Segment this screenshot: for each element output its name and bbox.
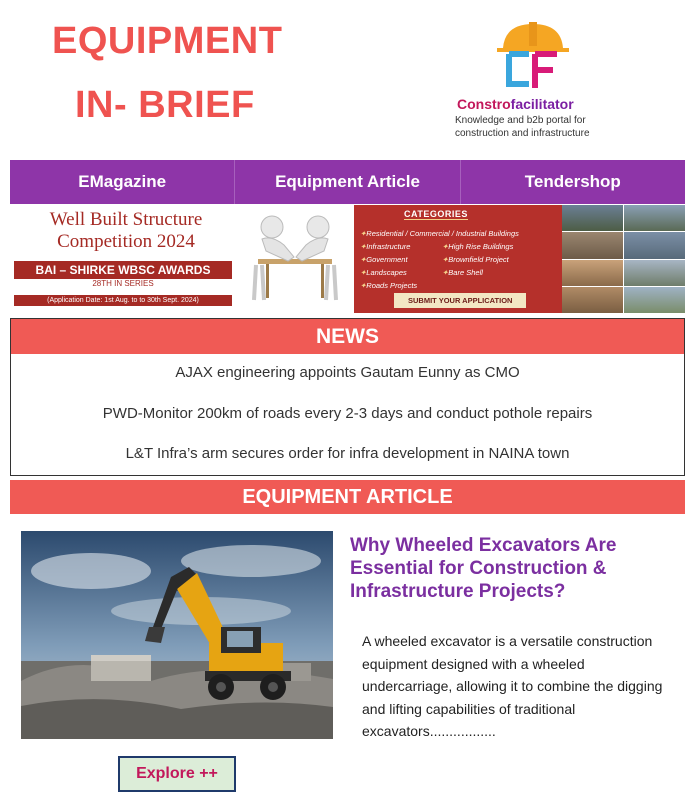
news-item[interactable]: L&T Infra’s arm secures order for infra development in NAINA town xyxy=(125,445,570,462)
banner-categories xyxy=(354,205,562,313)
logo-tagline xyxy=(455,114,590,140)
banner-date: (Application Date: 1st Aug. to to 30th Sept. 2024) xyxy=(14,295,232,306)
wheeled-excavator-image[interactable] xyxy=(21,531,333,739)
collage-photo xyxy=(624,260,685,286)
explore-button[interactable]: Explore ++ xyxy=(118,756,236,792)
news-item[interactable]: AJAX engineering appoints Gautam Eunny as CMO xyxy=(175,364,520,381)
banner-subtitle: BAI – SHIRKE WBSC AWARDS xyxy=(14,261,232,279)
category-item: ✦ Infrastructure xyxy=(360,240,519,253)
handshake-figures-illustration xyxy=(236,205,354,313)
banner-title-line1: Well Built Structure xyxy=(49,209,203,230)
equipment-article-heading: EQUIPMENT ARTICLE xyxy=(10,480,685,514)
categories-heading: CATEGORIES xyxy=(404,209,468,219)
news-heading: NEWS xyxy=(11,319,684,354)
collage-photo xyxy=(562,287,623,313)
collage-photo xyxy=(624,287,685,313)
categories-col2 xyxy=(442,240,513,279)
banner-series: 28TH IN SERIES xyxy=(92,279,154,288)
banner-photo-collage xyxy=(562,205,685,313)
news-section xyxy=(10,318,685,476)
banner-title-line2: Competition 2024 xyxy=(57,231,195,252)
collage-photo xyxy=(624,232,685,258)
article-excerpt: A wheeled excavator is a versatile construction equipment designed with a wheeled undercarriage, allowing it to combine the digging and lifting capabilities of traditional excavators................. xyxy=(362,633,663,739)
category-item: ✦ Landscapes xyxy=(360,266,519,279)
nav-equipment-article[interactable]: Equipment Article xyxy=(235,160,460,204)
top-nav xyxy=(10,160,685,204)
category-item: ✦ Government xyxy=(360,253,519,266)
collage-photo xyxy=(562,232,623,258)
logo-tagline-line1: Knowledge and b2b portal for xyxy=(455,115,586,126)
nav-tendershop[interactable]: Tendershop xyxy=(524,172,621,191)
submit-application-button[interactable]: SUBMIT YOUR APPLICATION xyxy=(394,293,526,308)
logo-brand-part2: facilitator xyxy=(510,96,574,112)
banner-left-panel xyxy=(10,205,236,313)
constrofacilitator-logo[interactable] xyxy=(455,18,635,143)
banner-title xyxy=(16,209,236,253)
category-item: ✦ Bare Shell xyxy=(442,266,513,279)
collage-photo xyxy=(562,205,623,231)
collage-photo xyxy=(562,260,623,286)
category-item: ✦ Brownfield Project xyxy=(442,253,513,266)
category-item: ✦ Residential / Commercial / Industrial Buildings xyxy=(360,227,519,240)
news-item[interactable]: PWD-Monitor 200km of roads every 2-3 days and conduct pothole repairs xyxy=(102,405,593,422)
nav-emagazine[interactable]: EMagazine xyxy=(10,160,235,204)
hardhat-cf-icon xyxy=(495,18,575,94)
wbsc-awards-banner[interactable] xyxy=(10,205,685,313)
logo-brand xyxy=(457,96,574,112)
category-item: ✦ High Rise Buildings xyxy=(442,240,513,253)
category-item: ✦ Roads Projects xyxy=(360,279,519,292)
logo-tagline-line2: construction and infrastructure xyxy=(455,128,590,139)
article-title[interactable]: Why Wheeled Excavators Are Essential for Construction & Infrastructure Projects? xyxy=(350,535,617,602)
collage-photo xyxy=(624,205,685,231)
header-title-line2: IN- BRIEF xyxy=(75,84,255,126)
header-title-line1: EQUIPMENT xyxy=(52,20,283,62)
logo-brand-part1: Constro xyxy=(457,96,511,112)
